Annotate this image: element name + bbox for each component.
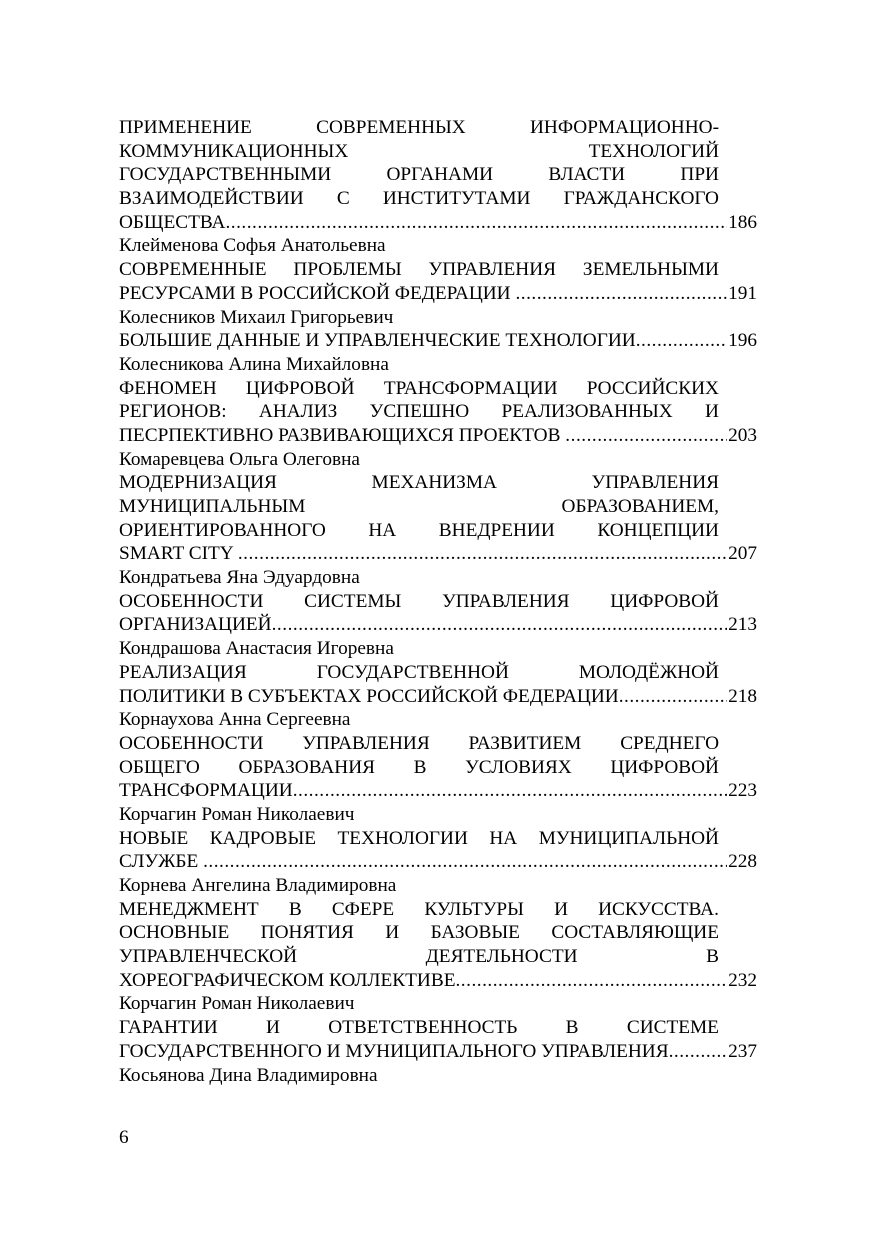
entry-title-line: [119, 590, 719, 614]
entry-page-number: 213: [728, 614, 757, 636]
title-word: ВЗАИМОДЕЙСТВИИ: [119, 188, 304, 210]
entry-leader-line[interactable]: [119, 850, 757, 874]
title-word: В: [413, 756, 427, 778]
entry-author: Клейменова Софья Анатольевна: [119, 235, 386, 257]
toc-entry: [119, 471, 757, 589]
entry-title-line: [119, 1016, 719, 1040]
toc-entry: [119, 258, 757, 329]
title-word: РЕАЛИЗОВАННЫХ: [501, 401, 673, 423]
title-word: МОЛОДЁЖНОЙ: [578, 661, 719, 683]
entry-title-line: [119, 187, 719, 211]
title-word: УПРАВЛЕНИЯ: [428, 259, 556, 281]
entry-title-end: БОЛЬШИЕ ДАННЫЕ И УПРАВЛЕНЧЕСКИЕ ТЕХНОЛОГИИ: [119, 330, 636, 352]
toc-entry: [119, 661, 757, 732]
title-word: ИСКУССТВА.: [598, 898, 719, 920]
title-word: ПРИ: [680, 164, 719, 186]
title-word: ТРАНСФОРМАЦИИ: [383, 377, 558, 399]
dot-leader: [619, 685, 727, 709]
entry-title-line: [119, 140, 719, 164]
title-word: ВЛАСТИ: [548, 164, 626, 186]
toc-entry: [119, 898, 757, 1016]
entry-page-number: 186: [728, 211, 757, 233]
entry-page-number: 223: [728, 780, 757, 802]
entry-leader-line[interactable]: [119, 329, 757, 353]
entry-leader-line[interactable]: [119, 542, 757, 566]
entry-title-line: [119, 732, 719, 756]
title-word: РОССИЙСКИХ: [586, 377, 719, 399]
toc-entry: [119, 1016, 757, 1087]
title-word: УСПЕШНО: [369, 401, 470, 423]
title-word: БАЗОВЫЕ: [430, 922, 520, 944]
entry-page-number: 203: [728, 424, 757, 446]
entry-title-line: [119, 827, 719, 851]
entry-page-number: 228: [728, 851, 757, 873]
title-word: СОСТАВЛЯЮЩИЕ: [551, 922, 719, 944]
entry-author: Корнаухова Анна Сергеевна: [119, 709, 351, 731]
entry-leader-line[interactable]: [119, 779, 757, 803]
title-word: МУНИЦИПАЛЬНЫМ: [119, 496, 306, 517]
entry-title-line: [119, 519, 719, 543]
entry-title-line: [119, 400, 719, 424]
title-word: ПРОБЛЕМЫ: [293, 259, 402, 281]
dot-leader: [565, 424, 727, 448]
title-word: КОНЦЕПЦИИ: [597, 519, 719, 541]
title-word: НОВЫЕ: [119, 827, 189, 849]
title-word: РАЗВИТИЕМ: [468, 732, 582, 754]
entry-leader-line[interactable]: [119, 282, 757, 306]
title-word: ОТВЕТСТВЕННОСТЬ: [328, 1017, 518, 1039]
title-word: КАДРОВЫЕ: [209, 827, 317, 849]
entry-title-line: [119, 945, 719, 969]
entry-title-line: [119, 258, 719, 282]
dot-leader: [515, 282, 727, 306]
title-word: МЕХАНИЗМА: [371, 472, 497, 494]
entry-title-line: [119, 116, 719, 140]
entry-author: Комаревцева Ольга Олеговна: [119, 448, 360, 470]
entry-author: Колесников Михаил Григорьевич: [119, 306, 394, 328]
entry-author: Корчагин Роман Николаевич: [119, 803, 355, 825]
entry-title-end: ОРГАНИЗАЦИЕЙ: [119, 614, 272, 636]
dot-leader: [225, 211, 727, 235]
title-word: УПРАВЛЕНИЯ: [442, 590, 570, 612]
title-word: И: [554, 898, 568, 920]
entry-title-end: СЛУЖБЕ: [119, 851, 204, 873]
title-word: НА: [368, 519, 397, 541]
entry-author: Косьянова Дина Владимировна: [119, 1064, 378, 1086]
title-word: МУНИЦИПАЛЬНОЙ: [538, 827, 719, 849]
title-word: ОРИЕНТИРОВАННОГО: [119, 519, 326, 541]
entry-leader-line[interactable]: [119, 685, 757, 709]
title-word: С: [336, 188, 350, 210]
entry-title-end: SMART CITY: [119, 543, 238, 565]
title-word: ЦИФРОВОЙ: [245, 377, 355, 399]
entry-page-number: 207: [728, 543, 757, 565]
entry-author: Корчагин Роман Николаевич: [119, 993, 355, 1015]
entry-title-end: ПОЛИТИКИ В СУБЪЕКТАХ РОССИЙСКОЙ ФЕДЕРАЦИИ: [119, 685, 619, 707]
title-word: ТЕХНОЛОГИИ: [337, 827, 468, 849]
toc-entry: [119, 329, 757, 376]
entry-title-line: [119, 898, 719, 922]
entry-author: Колесникова Алина Михайловна: [119, 353, 389, 375]
entry-page-number: 237: [728, 1040, 757, 1062]
title-word: СФЕРЕ: [331, 898, 395, 920]
title-word: ГОСУДАРСТВЕННОЙ: [316, 661, 509, 683]
entry-author: Кондратьева Яна Эдуардовна: [119, 567, 360, 589]
title-word: ОБЩЕГО: [119, 756, 200, 778]
title-word: СОВРЕМЕННЫЕ: [119, 259, 267, 281]
entry-leader-line[interactable]: [119, 969, 757, 993]
title-word: В: [565, 1017, 579, 1039]
title-word: ВНЕДРЕНИИ: [438, 519, 555, 541]
toc-entry: [119, 732, 757, 827]
entry-leader-line[interactable]: [119, 1040, 757, 1064]
title-word: В: [288, 898, 302, 920]
title-word: УСЛОВИЯХ: [465, 756, 572, 778]
title-word: ГОСУДАРСТВЕННЫМИ: [119, 164, 332, 186]
title-word: СИСТЕМЕ: [626, 1017, 719, 1039]
dot-leader: [238, 542, 727, 566]
title-word: АНАЛИЗ: [258, 401, 338, 423]
toc-entry: [119, 590, 757, 661]
entry-page-number: 232: [728, 969, 757, 991]
toc-entry: [119, 377, 757, 472]
title-word: ДЕЯТЕЛЬНОСТИ: [425, 946, 578, 968]
entry-title-end: ГОСУДАРСТВЕННОГО И МУНИЦИПАЛЬНОГО УПРАВЛЕНИЯ: [119, 1040, 669, 1062]
entry-title-line: [119, 163, 719, 187]
title-word: СИСТЕМЫ: [304, 590, 402, 612]
entry-author: Корнева Ангелина Владимировна: [119, 875, 397, 896]
title-word: ИНСТИТУТАМИ: [382, 188, 531, 210]
title-word: УПРАВЛЕНЧЕСКОЙ: [119, 946, 298, 968]
title-word: СРЕДНЕГО: [620, 732, 719, 754]
title-word: МЕНЕДЖМЕНТ: [119, 898, 259, 920]
title-word: ОБРАЗОВАНИЯ: [238, 756, 375, 778]
dot-leader: [455, 969, 727, 993]
title-word: КУЛЬТУРЫ: [424, 898, 524, 920]
page-number: 6: [119, 1127, 129, 1148]
title-word: И: [266, 1017, 280, 1039]
title-word: В: [706, 946, 719, 968]
entry-title-line: [119, 921, 719, 945]
entry-title-line: [119, 471, 719, 495]
title-word: ОРГАНАМИ: [386, 164, 494, 186]
title-word: ФЕНОМЕН: [119, 377, 217, 399]
entry-page-number: 191: [728, 282, 757, 304]
dot-leader: [636, 329, 727, 353]
entry-page-number: 196: [728, 330, 757, 352]
table-of-contents: [119, 116, 757, 1087]
title-word: РЕГИОНОВ:: [119, 401, 227, 423]
entry-title-end: ХОРЕОГРАФИЧЕСКОМ КОЛЛЕКТИВЕ: [119, 969, 456, 991]
title-word: И: [385, 922, 400, 944]
title-word: ПОНЯТИЯ: [260, 922, 354, 944]
title-word: ОСНОВНЫЕ: [119, 922, 230, 944]
title-word: ЗЕМЕЛЬНЫМИ: [582, 259, 719, 281]
toc-entry: [119, 827, 757, 898]
dot-leader: [203, 850, 727, 874]
entry-title-line: [119, 377, 719, 401]
title-word: УПРАВЛЕНИЯ: [302, 732, 430, 754]
title-word: УПРАВЛЕНИЯ: [591, 472, 719, 494]
title-word: ОСОБЕННОСТИ: [119, 732, 264, 754]
entry-leader-line[interactable]: [119, 613, 757, 637]
entry-title-end: ОБЩЕСТВА: [119, 211, 226, 233]
title-word: ОСОБЕННОСТИ: [119, 590, 264, 612]
title-word: НА: [489, 827, 518, 849]
entry-title-line: [119, 495, 719, 519]
title-word: ЦИФРОВОЙ: [610, 590, 719, 612]
entry-title-line: [119, 661, 719, 685]
title-word: ОБРАЗОВАНИЕМ,: [561, 496, 719, 517]
title-word: ГРАЖДАНСКОГО: [563, 188, 719, 210]
dot-leader: [293, 779, 727, 803]
entry-title-line: [119, 756, 719, 780]
title-word: ИНФОРМАЦИОННО-: [529, 117, 719, 138]
title-word: СОВРЕМЕННЫХ: [316, 117, 466, 138]
entry-leader-line[interactable]: [119, 211, 757, 235]
toc-entry: [119, 116, 757, 258]
title-word: КОММУНИКАЦИОННЫХ: [119, 140, 349, 162]
title-word: РЕАЛИЗАЦИЯ: [119, 661, 247, 683]
title-word: ГАРАНТИИ: [119, 1017, 218, 1039]
entry-title-end: ПЕСРПЕКТИВНО РАЗВИВАЮЩИХСЯ ПРОЕКТОВ: [119, 424, 566, 446]
title-word: И: [705, 401, 719, 423]
dot-leader: [669, 1040, 728, 1064]
entry-leader-line[interactable]: [119, 424, 757, 448]
title-word: МОДЕРНИЗАЦИЯ: [119, 472, 277, 494]
entry-author: Кондрашова Анастасия Игоревна: [119, 638, 394, 660]
entry-page-number: 218: [728, 685, 757, 707]
entry-title-end: РЕСУРСАМИ В РОССИЙСКОЙ ФЕДЕРАЦИИ: [119, 282, 516, 304]
dot-leader: [272, 613, 727, 637]
entry-title-end: ТРАНСФОРМАЦИИ: [119, 780, 293, 802]
title-word: ПРИМЕНЕНИЕ: [119, 117, 252, 138]
title-word: ЦИФРОВОЙ: [610, 756, 719, 778]
title-word: ТЕХНОЛОГИЙ: [588, 140, 719, 162]
